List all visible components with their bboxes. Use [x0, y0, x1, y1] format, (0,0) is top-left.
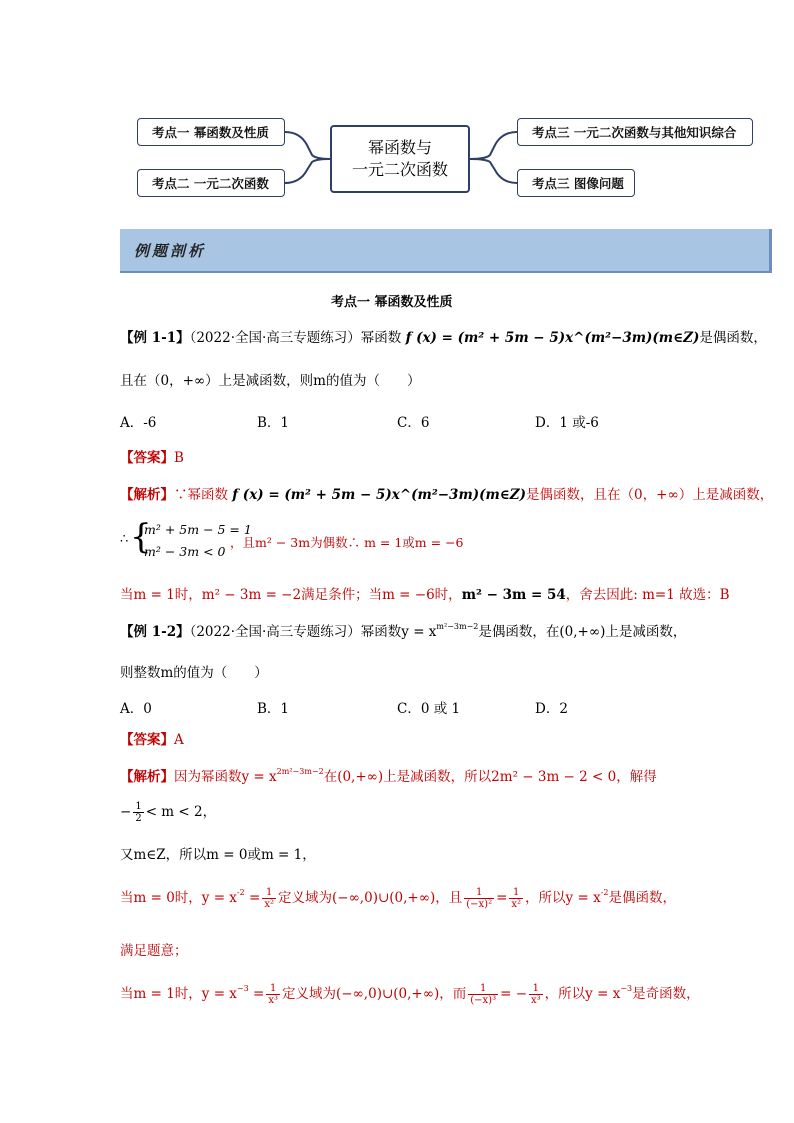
mindmap-node-left-top: 考点一 幂函数及性质: [137, 118, 285, 146]
example-1-1-analysis-line3: 当m = 1时，m² − 3m = −2满足条件；当m = −6时，m² − 3m = 54，舍去因此: m=1 故选：B: [120, 587, 730, 603]
example-1-2-option-c: C．0 或 1: [397, 701, 461, 717]
example-1-1-option-b: B．1: [257, 415, 290, 431]
example-1-1-question: 【例 1-1】（2022·全国·高三专题练习）幂函数 f (x) = (m² + 5m − 5)x^(m²−3m)(m∈Z)是偶函数，: [120, 330, 767, 346]
mindmap-node-right-top: 考点三 一元二次函数与其他知识综合: [517, 118, 753, 146]
example-1-1-formula: f (x) = (m² + 5m − 5)x^(m²−3m)(m∈Z): [405, 330, 700, 346]
example-1-1-question-line2: 且在（0，+∞）上是减函数，则m的值为（ ）: [120, 373, 421, 389]
example-1-1-analysis-line1: 【解析】∵幂函数 f (x) = (m² + 5m − 5)x^(m²−3m)(m∈Z)是偶函数，且在（0，+∞）上是减函数，: [120, 487, 774, 503]
example-1-2-analysis-line6: 当m = 1时，$y = x^{-3}$ = $\frac{1}{\text{x³}}$ 定义域为(−∞,0)∪(0,+∞)，而 $\frac{1}{\text{(−x)³}}$ = − $\frac{1}{\text{x³}}$ ，所以$y = x^{-3}$是奇函数，: [120, 983, 700, 1006]
mindmap-center-node: 幂函数与 一元二次函数: [330, 125, 470, 193]
example-1-1-option-c: C．6: [397, 415, 430, 431]
mindmap-connectors: [0, 0, 794, 220]
section-banner: 例题剖析: [120, 229, 772, 273]
example-1-1-answer: 【答案】B: [120, 450, 184, 466]
example-1-2-answer: 【答案】A: [120, 732, 184, 748]
example-1-2-analysis-line4: 当m = 0时，$y = x^{-2}$ = $\frac{1}{\text{x²}}$ 定义域为(−∞,0)∪(0,+∞)，且 $\frac{1}{\text{(−x)²}}$ = $\frac{1}{\text{x²}}$ ，所以$y = x^{-2}$是偶函数，: [120, 887, 676, 910]
example-1-2-analysis-line5: 满足题意；: [120, 943, 188, 959]
mindmap-node-right-bottom: 考点三 图像问题: [517, 169, 635, 197]
example-1-2-analysis-line1: 【解析】因为幂函数$y = x^{2m^2-3m-2}$在(0,+∞)上是减函数，所以2m² − 3m − 2 < 0，解得: [120, 767, 657, 785]
example-1-2-analysis-line3: 又m∈Z，所以m = 0或m = 1，: [120, 847, 316, 863]
mindmap-node-left-bottom: 考点二 一元二次函数: [137, 169, 285, 197]
example-1-2-question: 【例 1-2】（2022·全国·高三专题练习）幂函数$y = x^{m^2-3m-2}$是偶函数，在(0,+∞)上是减函数，: [120, 622, 687, 640]
section-title: 考点一 幂函数及性质: [331, 295, 453, 310]
example-1-2-question-line2: 则整数m的值为（ ）: [120, 665, 268, 681]
example-1-2-option-b: B．1: [257, 701, 290, 717]
example-1-2-option-a: A．0: [120, 701, 152, 717]
example-1-1-option-d: D．1 或-6: [535, 415, 599, 431]
example-1-1-option-a: A．-6: [120, 415, 157, 431]
example-1-2-option-d: D．2: [535, 701, 568, 717]
example-1-2-analysis-line2: − $\frac{1}{2}$ < m < 2，: [120, 801, 217, 824]
